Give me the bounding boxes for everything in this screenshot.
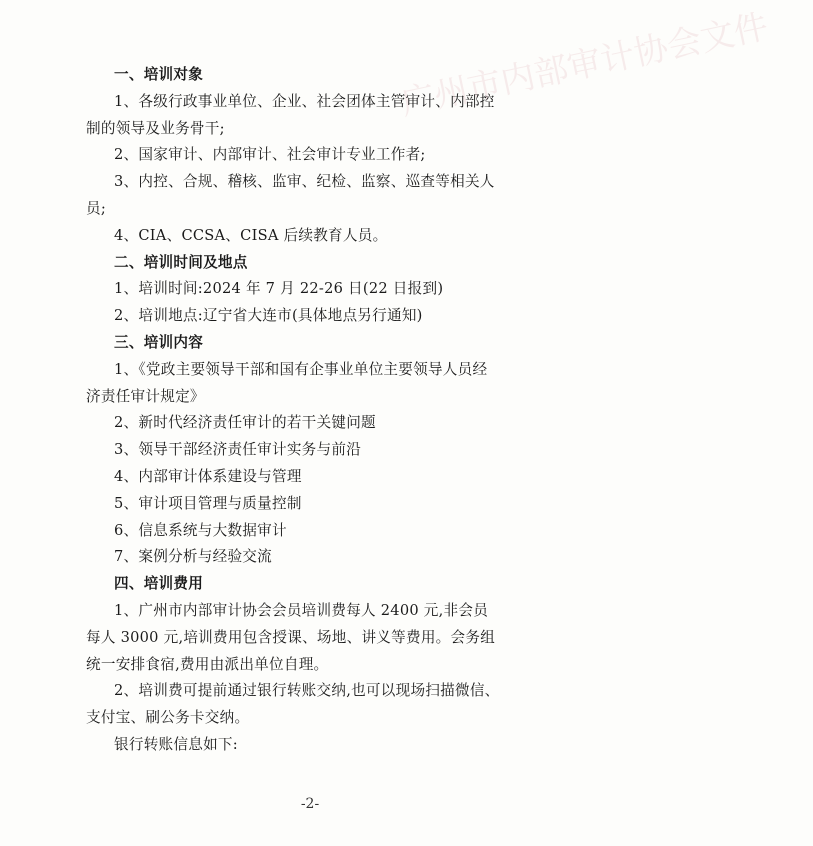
text-line: 4、内部审计体系建设与管理 [114, 467, 302, 485]
text-line: 2、国家审计、内部审计、社会审计专业工作者; [114, 146, 426, 164]
text-line: 银行转账信息如下: [114, 735, 238, 753]
text-line: 1、培训时间:2024 年 7 月 22-26 日(22 日报到) [114, 280, 444, 298]
text-line: 员; [86, 199, 107, 217]
text-line: 7、案例分析与经验交流 [114, 548, 272, 566]
text-line: 统一安排食宿,费用由派出单位自理。 [86, 655, 329, 673]
section-heading: 三、培训内容 [114, 333, 204, 351]
watermark-line: 广州市内部审计协会文件 [397, 6, 772, 124]
text-line: 6、信息系统与大数据审计 [114, 521, 287, 539]
text-line: 5、审计项目管理与质量控制 [114, 494, 302, 512]
text-line: 1、《党政主要领导干部和国有企事业单位主要领导人员经 [114, 360, 488, 378]
section-heading: 二、培训时间及地点 [114, 253, 248, 271]
section-heading: 一、培训对象 [114, 66, 204, 83]
text-line: 2、新时代经济责任审计的若干关键问题 [114, 414, 376, 432]
text-line: 制的领导及业务骨干; [86, 119, 225, 137]
section-heading: 四、培训费用 [114, 575, 204, 593]
text-line: 1、各级行政事业单位、企业、社会团体主管审计、内部控 [114, 92, 495, 110]
text-line: 每人 3000 元,培训费用包含授课、场地、讲义等费用。会务组 [86, 628, 496, 646]
text-line: 2、培训地点:辽宁省大连市(具体地点另行通知) [114, 307, 423, 325]
text-line: 支付宝、刷公务卡交纳。 [86, 709, 250, 727]
document-body [86, 62, 546, 759]
text-line: 3、领导干部经济责任审计实务与前沿 [114, 441, 362, 459]
text-line: 2、培训费可提前通过银行转账交纳,也可以现场扫描微信、 [114, 682, 500, 700]
text-line: 济责任审计规定》 [86, 387, 205, 405]
text-line: 4、CIA、CCSA、CISA 后续教育人员。 [114, 226, 388, 244]
text-line: 3、内控、合规、稽核、监审、纪检、监察、巡查等相关人 [114, 173, 495, 191]
text-line: 1、广州市内部审计协会会员培训费每人 2400 元,非会员 [114, 601, 489, 619]
page-number: -2- [300, 796, 320, 812]
